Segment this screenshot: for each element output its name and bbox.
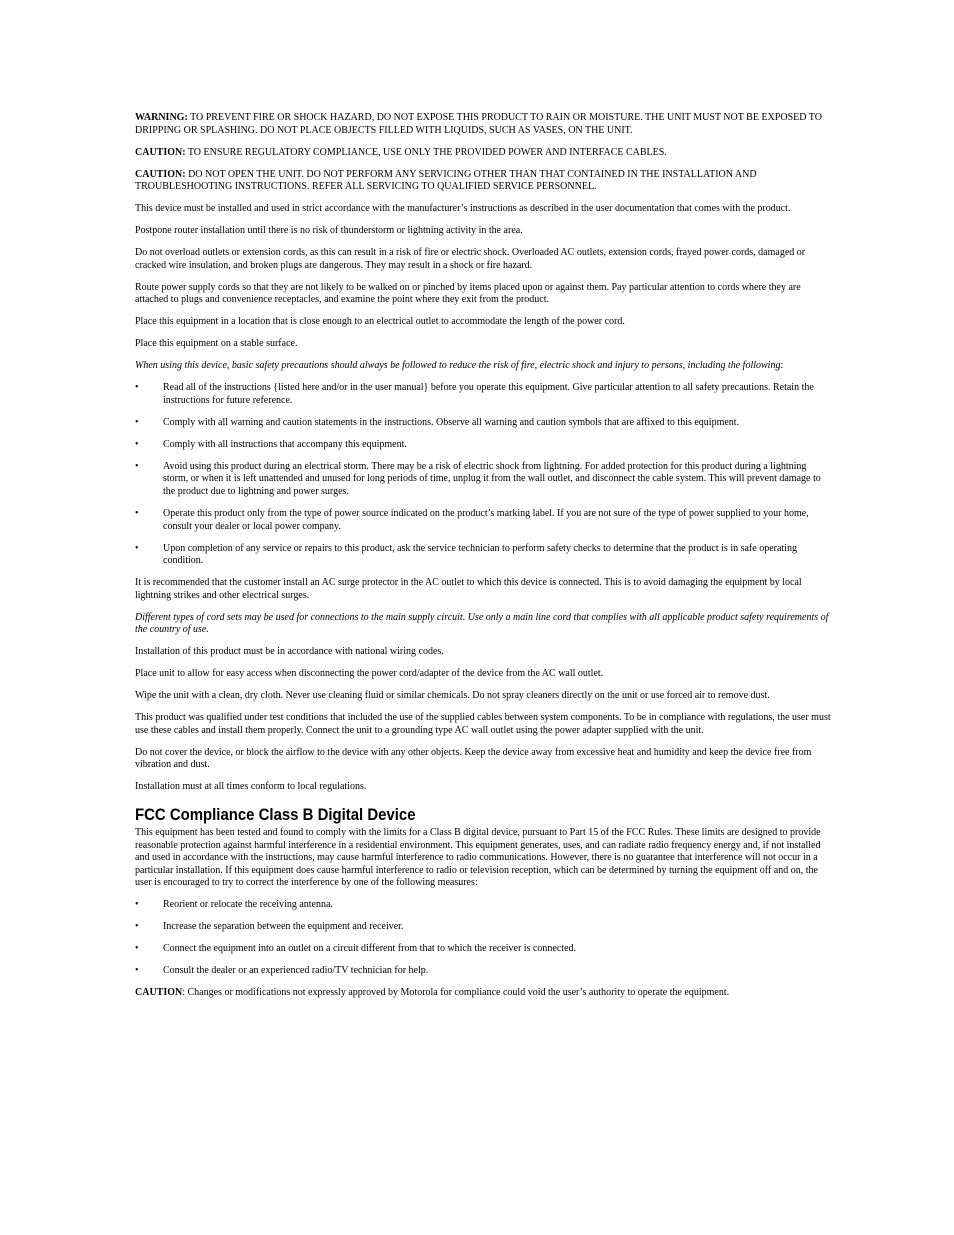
installation-paragraph: This device must be installed and used in strict accordance with the manufacturer’s instructions as described in the user documentation that comes with the product. [135, 203, 791, 215]
outlet-location-paragraph: Place this equipment in a location that is close enough to an electrical outlet to accommodate the length of the power cord. [135, 316, 625, 328]
stable-surface-paragraph: Place this equipment on a stable surface. [135, 338, 298, 350]
list-item [135, 382, 832, 407]
bullet-icon: • [135, 382, 139, 394]
fcc-body-paragraph: This equipment has been tested and found to comply with the limits for a Class B digital device, pursuant to Part 15 of the FCC Rules. These limits are designed to provide reasonable protection against harmful interference in a residential environment. This equipment generates, uses, and can radiate radio frequency energy and, if not installed and used in accordance with the instructions, may cause harmful interference to radio communications. However, there is no guarantee that interference will not occur in a particular installation. If this equipment does cause harmful interference to radio or television reception, which can be determined by turning the equipment off and on, the user is encouraged to try to correct the interference by one of the following measures: [135, 826, 821, 889]
bullet-icon: • [135, 921, 139, 933]
fcc-caution-text: : Changes or modifications not expressly approved by Motorola for compliance could void the user’s authority to operate the equipment. [182, 987, 730, 999]
easy-access-paragraph: Place unit to allow for easy access when disconnecting the power cord/adapter of the device from the AC wall outlet. [135, 668, 604, 680]
caution-label: CAUTION: [135, 168, 186, 180]
bullet-icon: • [135, 943, 139, 955]
list-item-text: Operate this product only from the type of power source indicated on the product’s marking label. If you are not sure of the type of power supplied to your home, consult your dealer or local power company. [163, 507, 809, 532]
cord-sets-paragraph: Different types of cord sets may be used for connections to the main supply circuit. Use only a main line cord that complies with all applicable product safety requirements of the country of use. [135, 611, 829, 636]
caution-label: CAUTION: [135, 146, 186, 158]
warning-paragraph [135, 112, 832, 137]
overload-paragraph: Do not overload outlets or extension cords, as this can result in a risk of fire or electric shock. Overloaded AC outlets, extension cords, frayed power cords, damaged or cracked wire insulation, and broken plugs are dangerous. They may result in a shock or fire hazard. [135, 247, 806, 271]
wiring-codes-paragraph: Installation of this product must be in accordance with national wiring codes. [135, 646, 444, 658]
list-item-text: Reorient or relocate the receiving antenna. [163, 899, 333, 911]
fcc-heading: FCC Compliance Class B Digital Device [135, 804, 416, 824]
list-item-text: Consult the dealer or an experienced radio/TV technician for help. [163, 965, 429, 977]
warning-label: WARNING: [135, 112, 188, 123]
surge-protector-paragraph: It is recommended that the customer install an AC surge protector in the AC outlet to which this device is connected. This is to avoid damaging the equipment by local lightning strikes and other electrical surges. [135, 577, 802, 601]
fcc-caution-paragraph [135, 987, 832, 1000]
list-item [135, 943, 832, 956]
precautions-list [135, 382, 832, 567]
precautions-intro-colon: : [780, 360, 784, 372]
caution-servicing-paragraph [135, 169, 832, 194]
precautions-intro-text: When using this device, basic safety precautions should always be followed to reduce the risk of fire, electric shock and injury to persons, including the following [135, 360, 781, 372]
document-page [135, 112, 832, 1009]
airflow-paragraph: Do not cover the device, or block the airflow to the device with any other objects. Keep the device away from excessive heat and humidity and keep the device free from vibration and dust. [135, 746, 812, 771]
list-item [135, 899, 832, 912]
bullet-icon: • [135, 416, 139, 428]
cleaning-paragraph: Wipe the unit with a clean, dry cloth. Never use cleaning fluid or similar chemicals. Do not spray cleaners directly on the unit or use forced air to remove dust. [135, 690, 770, 702]
fcc-measures-list [135, 899, 832, 978]
list-item-text: Connect the equipment into an outlet on a circuit different from that to which the receiver is connected. [163, 943, 577, 955]
caution-label: CAUTION [135, 987, 183, 999]
qualified-cables-paragraph: This product was qualified under test conditions that included the use of the supplied cables between system components. To be in compliance with regulations, the user must use these cables and install them properly. Connect the unit to a grounding type AC wall outlet using the power adapter supplied with the unit. [135, 712, 831, 736]
list-item [135, 508, 832, 533]
bullet-icon: • [135, 899, 139, 911]
list-item [135, 439, 832, 452]
thunderstorm-paragraph: Postpone router installation until there is no risk of thunderstorm or lightning activity in the area. [135, 225, 523, 237]
bullet-icon: • [135, 507, 139, 519]
route-cords-paragraph: Route power supply cords so that they are not likely to be walked on or pinched by items placed upon or against them. Pay particular attention to cords where they are attached to plugs and convenience receptacles, and examine the point where they exit from the product. [135, 281, 801, 306]
list-item-text: Avoid using this product during an electrical storm. There may be a risk of electric shock from lightning. For added protection for this product during a lightning storm, or when it is left unattended and unused for long periods of time, unplug it from the wall outlet, and disconnect the cable system. This will prevent damage to the product due to lightning and power surges. [163, 460, 821, 497]
bullet-icon: • [135, 965, 139, 977]
caution-cables-paragraph [135, 147, 832, 160]
bullet-icon: • [135, 542, 139, 554]
bullet-icon: • [135, 460, 139, 472]
list-item-text: Read all of the instructions {listed here and/or in the user manual} before you operate this equipment. Give particular attention to all safety precautions. Retain the instructions for future reference. [163, 382, 814, 406]
list-item [135, 965, 832, 978]
local-regulations-paragraph: Installation must at all times conform to local regulations. [135, 781, 367, 793]
list-item-text: Increase the separation between the equipment and receiver. [163, 921, 404, 933]
list-item [135, 921, 832, 934]
caution-servicing-text: DO NOT OPEN THE UNIT. DO NOT PERFORM ANY SERVICING OTHER THAN THAT CONTAINED IN THE INSTALLATION AND TROUBLESHOOTING INSTRUCTIONS. REFER ALL SERVICING TO QUALIFIED SERVICE PERSONNEL. [135, 168, 757, 193]
precautions-intro [135, 360, 832, 373]
caution-cables-text: TO ENSURE REGULATORY COMPLIANCE, USE ONLY THE PROVIDED POWER AND INTERFACE CABLES. [185, 146, 667, 158]
bullet-icon: • [135, 438, 139, 450]
warning-text: TO PREVENT FIRE OR SHOCK HAZARD, DO NOT EXPOSE THIS PRODUCT TO RAIN OR MOISTURE. THE UNIT MUST NOT BE EXPOSED TO DRIPPING OR SPLASHING. DO NOT PLACE OBJECTS FILLED WITH LIQUIDS, SUCH AS VASES, ON THE UNIT. [135, 112, 822, 136]
list-item [135, 461, 832, 499]
list-item-text: Comply with all warning and caution statements in the instructions. Observe all warning and caution symbols that are affixed to this equipment. [163, 416, 740, 428]
list-item-text: Upon completion of any service or repairs to this product, ask the service technician to perform safety checks to determine that the product is in safe operating condition. [163, 542, 797, 567]
list-item-text: Comply with all instructions that accompany this equipment. [163, 438, 407, 450]
list-item [135, 417, 832, 430]
list-item [135, 543, 832, 568]
